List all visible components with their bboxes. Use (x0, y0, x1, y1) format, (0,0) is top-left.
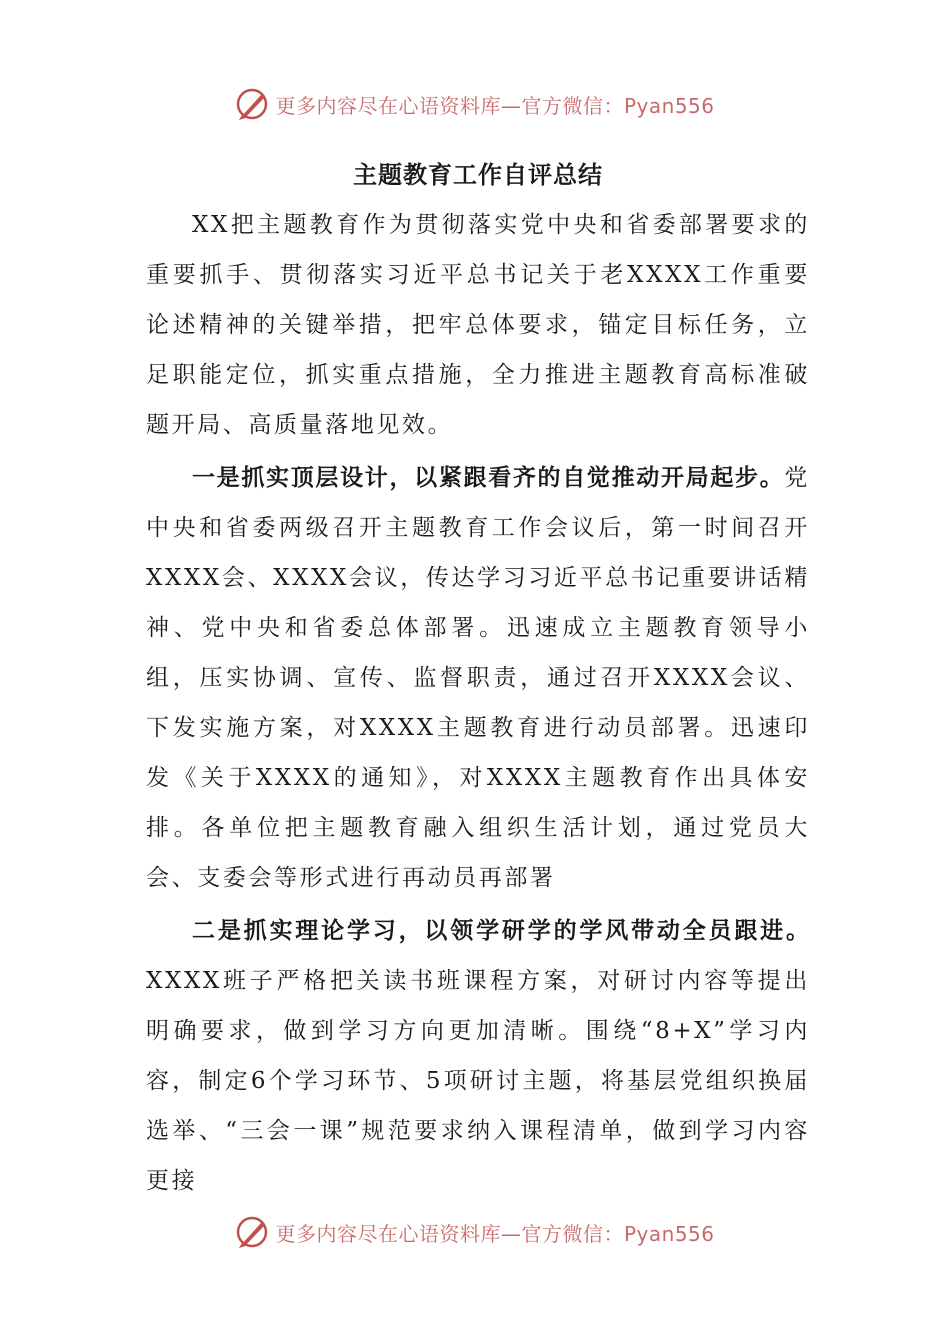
document-page (146, 150, 810, 1206)
watermark-text: 更多内容尽在心语资料库—官方微信：Pyan556 (275, 93, 715, 118)
watermark-banner-bottom (0, 1212, 950, 1252)
section-2-paragraph (146, 906, 810, 1206)
section-1-heading: 一是抓实顶层设计，以紧跟看齐的自觉推动开局起步。 (192, 465, 785, 491)
section-2-heading: 二是抓实理论学习，以领学研学的学风带动全员跟进。 (192, 918, 810, 944)
section-2-body: XXXX班子严格把关读书班课程方案，对研讨内容等提出明确要求，做到学习方向更加清晰。围绕“8+X”学习内容，制定6个学习环节、5项研讨主题，将基层党组织换届选举、“三会一课”规范要求纳入课程清单，做到学习内容更接 (146, 968, 810, 1194)
document-title: 主题教育工作自评总结 (353, 161, 603, 189)
pen-logo-icon (235, 1215, 269, 1249)
section-1-paragraph (146, 453, 810, 903)
section-1-body: 党中央和省委两级召开主题教育工作会议后，第一时间召开XXXX会、XXXX会议，传达学习习近平总书记重要讲话精神、党中央和省委总体部署。迅速成立主题教育领导小组，压实协调、宣传、监督职责，通过召开XXXX会议、下发实施方案，对XXXX主题教育进行动员部署。迅速印发《关于XXXX的通知》，对XXXX主题教育作出具体安排。各单位把主题教育融入组织生活计划，通过党员大会、支委会等形式进行再动员再部署 (146, 465, 810, 891)
watermark-text: 更多内容尽在心语资料库—官方微信：Pyan556 (275, 1221, 715, 1246)
pen-logo-icon (235, 87, 269, 121)
intro-paragraph: XX把主题教育作为贯彻落实党中央和省委部署要求的重要抓手、贯彻落实习近平总书记关于老XXXX工作重要论述精神的关键举措，把牢总体要求，锚定目标任务，立足职能定位，抓实重点措施，全力推进主题教育高标准破题开局、高质量落地见效。 (146, 212, 810, 438)
watermark-banner-top (0, 84, 950, 124)
